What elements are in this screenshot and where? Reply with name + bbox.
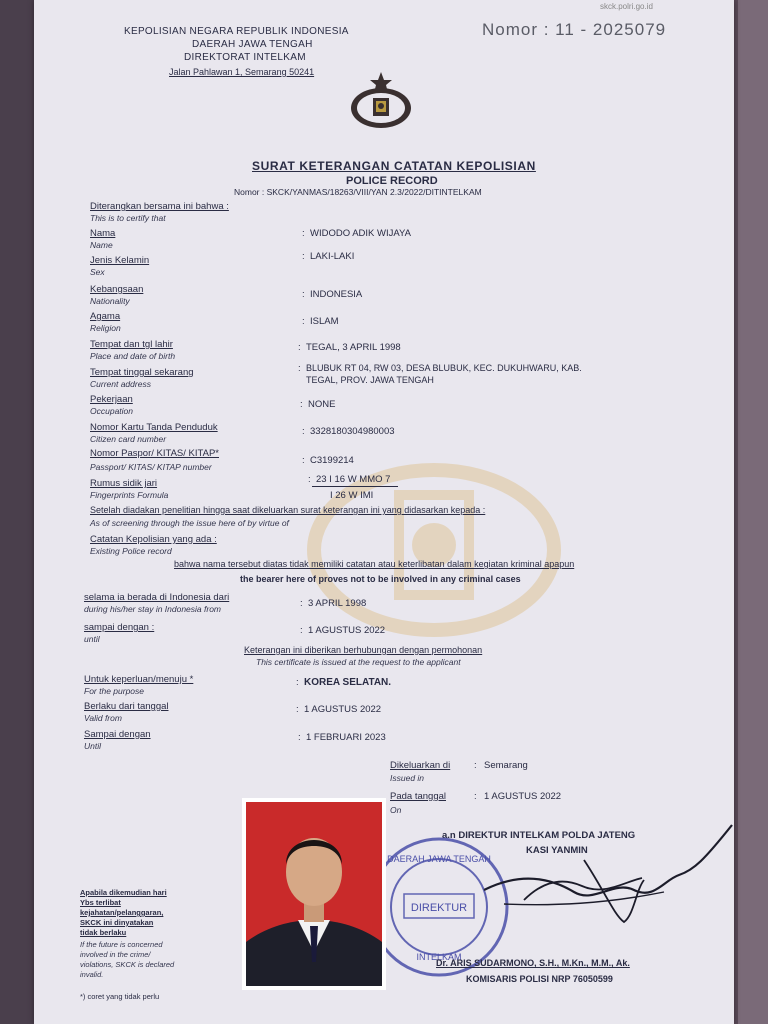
record-id: Catatan Kepolisian yang ada : [90,534,217,545]
field-label: Nomor Paspor/ KITAS/ KITAP* [90,448,219,459]
field-colon: : [308,474,311,485]
field-value-religion: ISLAM [310,316,339,327]
field-colon: : [474,760,477,771]
footnote-line: If the future is concerned [80,940,163,949]
document-title: SURAT KETERANGAN CATATAN KEPOLISIAN [252,159,536,173]
field-label-en: Passport/ KITAS/ KITAP number [90,462,212,472]
field-colon: : [302,316,305,327]
footnote-line: invalid. [80,970,104,979]
field-label: Rumus sidik jari [90,478,158,489]
field-colon: : [300,625,303,636]
document-number: Nomor : 11 - 2025079 [482,20,667,39]
field-colon: : [302,289,305,300]
stamp-center-text: DIREKTUR [410,902,468,914]
field-colon: : [300,598,303,609]
statement-en: the bearer here of proves not to be involved in any criminal cases [240,574,521,584]
stay-from-label-en: during his/her stay in Indonesia from [84,604,222,614]
field-label-en: Fingerprints Formula [90,490,169,500]
field-value-birth: TEGAL, 3 APRIL 1998 [306,342,401,353]
purpose-value: KOREA SELATAN. [304,677,392,688]
field-colon: : [302,426,305,437]
stamp-bottom-text: INTELKAM [416,952,462,962]
field-value-name: WIDODO ADIK WIJAYA [310,228,411,239]
issued-date-label: Pada tanggal [390,791,446,802]
intro-en: This is to certify that [90,213,166,223]
signatory-name: Dr. ARIS SUDARMONO, S.H., M.Kn., M.M., Ak. [436,958,630,968]
field-label: Pekerjaan [90,394,133,405]
field-label: Tempat dan tgl lahir [90,339,173,350]
stay-until-label: sampai dengan : [84,622,155,633]
screening-en: As of screening through the issue here of by virtue of [90,518,289,528]
issued-place-label-en: Issued in [390,773,425,783]
field-label: Kebangsaan [90,284,144,295]
police-emblem-icon [346,70,416,132]
field-label-en: Current address [90,379,151,389]
intro-id: Diterangkan bersama ini bahwa : [90,201,229,212]
signatory-rank: KOMISARIS POLISI NRP 76050599 [466,974,613,984]
stay-until-value: 1 AGUSTUS 2022 [308,625,386,636]
footnote-line: Apabila dikemudian hari [80,888,167,897]
reference-number: Nomor : SKCK/YANMAS/18263/VIII/YAN 2.3/2022/DITINTELKAM [234,187,482,197]
field-label-en: Nationality [90,296,130,306]
field-colon: : [302,251,305,262]
field-label-en: Occupation [90,406,133,416]
field-label-en: Citizen card number [90,434,167,444]
footnote-line: SKCK ini dinyatakan [80,918,154,927]
header-line2: DAERAH JAWA TENGAH [192,39,313,50]
field-colon: : [298,363,301,374]
header-address: Jalan Pahlawan 1, Semarang 50241 [169,67,315,77]
request-en: This certificate is issued at the request to the applicant [256,657,461,667]
field-colon: : [298,342,301,353]
watermark-emblem-icon [304,440,564,640]
field-label: Nomor Kartu Tanda Penduduk [90,422,218,433]
statement-id: bahwa nama tersebut diatas tidak memiliki catatan atau keterlibatan dalam kegiatan kriminal apapun [174,559,575,569]
field-value-address: BLUBUK RT 04, RW 03, DESA BLUBUK, KEC. DUKUHWARU, KAB. [306,363,582,373]
footnote-line: tidak berlaku [80,928,127,937]
corner-note: skck.polri.go.id [600,2,653,11]
issued-place-label: Dikeluarkan di [390,760,451,771]
request-id: Keterangan ini diberikan berhubungan dengan permohonan [244,645,483,655]
footnote-line: violations, SKCK is declared [80,960,175,969]
fingerprint-divider [312,486,398,487]
field-value-fingerprint-line2: I 26 W IMI [330,490,374,501]
document-paper [34,0,734,1024]
footnote-note: *) coret yang tidak perlu [80,992,160,1001]
field-value-nationality: INDONESIA [310,289,363,300]
stay-from-label: selama ia berada di Indonesia dari [84,592,230,603]
signatory-title: a.n DIREKTUR INTELKAM POLDA JATENG [442,830,636,841]
issued-date-value: 1 AGUSTUS 2022 [484,791,562,802]
background-right [738,0,768,1024]
valid-until-value: 1 FEBRUARI 2023 [306,732,386,743]
stay-from-value: 3 APRIL 1998 [308,598,367,609]
field-label-en: Name [90,240,113,250]
field-colon: : [474,791,477,802]
field-colon: : [302,228,305,239]
person-portrait-icon [246,802,382,986]
header-line1: KEPOLISIAN NEGARA REPUBLIK INDONESIA [124,26,349,37]
field-label: Agama [90,311,121,322]
issued-place-value: Semarang [484,760,528,771]
valid-from-value: 1 AGUSTUS 2022 [304,704,382,715]
field-value-id-card: 3328180304980003 [310,426,395,437]
field-value-address-line2: TEGAL, PROV. JAWA TENGAH [306,375,434,385]
field-label-en: Place and date of birth [90,351,176,361]
applicant-photo [242,798,386,990]
field-value-sex: LAKI-LAKI [310,251,355,262]
field-colon: : [296,704,299,715]
field-value-occupation: NONE [308,399,336,410]
screening-id: Setelah diadakan penelitian hingga saat dikeluarkan surat keterangan ini yang didasarkan kepada : [90,505,486,515]
valid-from-label: Berlaku dari tanggal [84,701,169,712]
field-colon: : [302,455,305,466]
signature-icon [464,820,734,930]
stay-until-label-en: until [84,634,100,644]
field-colon: : [300,399,303,410]
stamp-top-text: DAERAH JAWA TENGAH [387,854,491,864]
field-value-passport: C3199214 [310,455,354,466]
field-colon: : [298,732,301,743]
purpose-label-en: For the purpose [84,686,145,696]
signatory-position: KASI YANMIN [526,845,588,856]
field-value-fingerprint: 23 I 16 W MMO 7 [316,474,391,485]
photo-background [246,802,382,986]
issued-date-label-en: On [390,805,402,815]
field-label: Tempat tinggal sekarang [90,367,194,378]
field-label: Jenis Kelamin [90,255,150,266]
footnote-line: kejahatan/pelanggaran, [80,908,164,917]
document-subtitle: POLICE RECORD [346,175,438,187]
record-en: Existing Police record [90,546,172,556]
valid-until-label-en: Until [84,741,102,751]
valid-until-label: Sampai dengan [84,729,151,740]
footnote-line: involved in the crime/ [80,950,151,959]
field-label: Nama [90,228,116,239]
valid-from-label-en: Valid from [84,713,122,723]
field-label-en: Religion [90,323,121,333]
field-label-en: Sex [90,267,105,277]
field-colon: : [296,677,299,688]
purpose-label: Untuk keperluan/menuju * [84,674,194,685]
header-line3: DIREKTORAT INTELKAM [184,52,306,63]
footnote-line: Ybs terlibat [80,898,121,907]
